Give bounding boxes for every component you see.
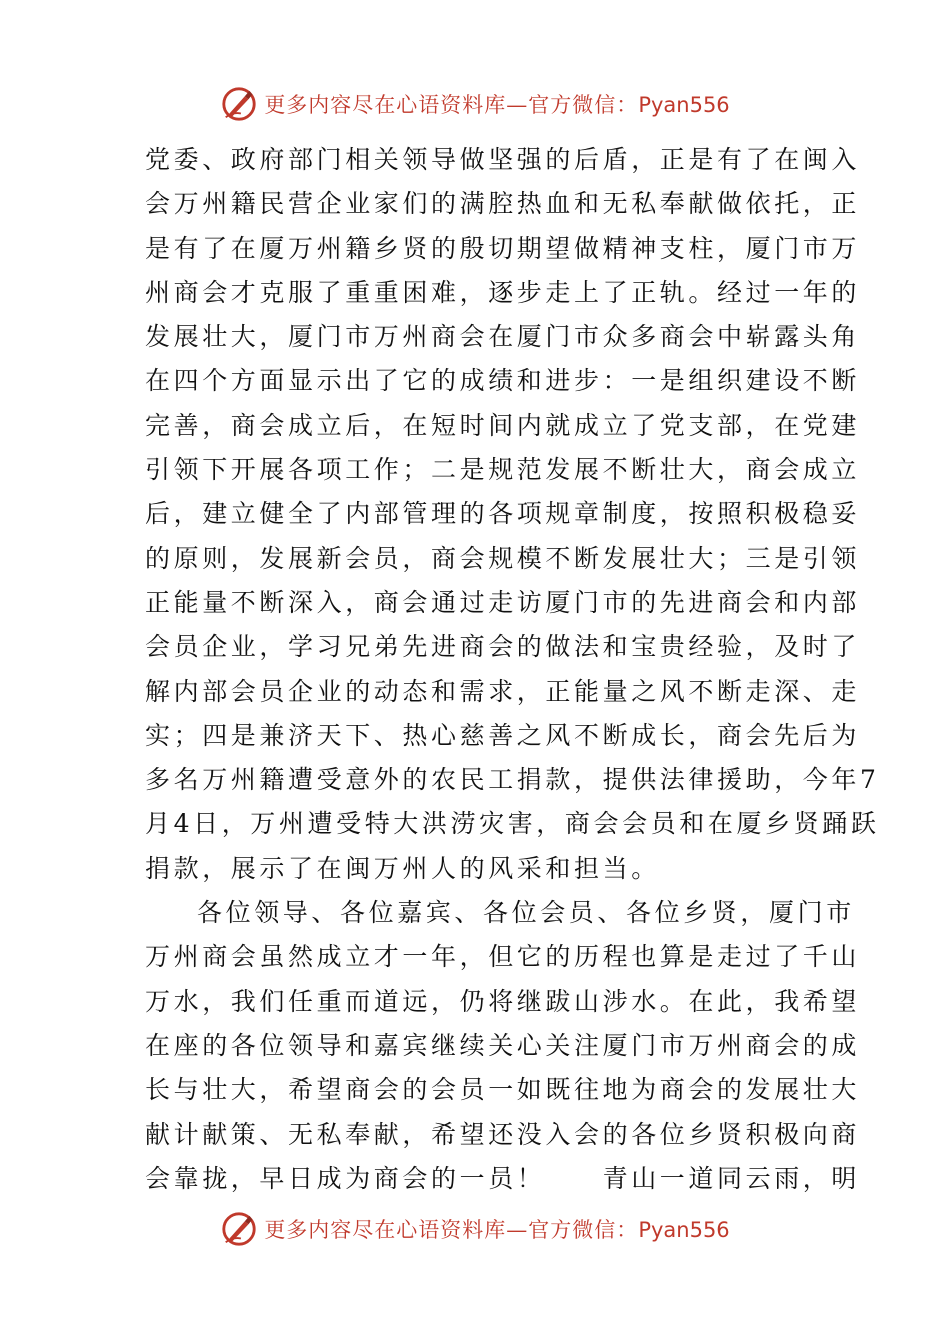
body-line: 发展壮大，厦门市万州商会在厦门市众多商会中崭露头角 — [145, 322, 861, 352]
watermark-text: 更多内容尽在心语资料库—官方微信：Pyan556 — [264, 1218, 730, 1242]
body-line: 党委、政府部门相关领导做坚强的后盾，正是有了在闽入 — [145, 145, 861, 174]
watermark-text: 更多内容尽在心语资料库—官方微信：Pyan556 — [264, 93, 730, 117]
body-line: 长与壮大，希望商会的会员一如既往地为商会的发展壮大 — [145, 1075, 861, 1105]
pen-logo-icon — [220, 1210, 258, 1248]
body-line: 的原则，发展新会员，商会规模不断发展壮大；三是引领 — [145, 543, 861, 573]
pen-logo-icon — [220, 85, 258, 123]
body-line: 后，建立健全了内部管理的各项规章制度，按照积极稳妥 — [145, 499, 861, 529]
body-line: 捐款，展示了在闽万州人的风采和担当。 — [145, 853, 660, 883]
body-line: 月4日，万州遭受特大洪涝灾害，商会会员和在厦乡贤踊跃 — [145, 809, 880, 839]
header-watermark — [0, 84, 950, 124]
body-line: 引领下开展各项工作；二是规范发展不断壮大，商会成立 — [145, 455, 861, 485]
body-line: 正能量不断深入，商会通过走访厦门市的先进商会和内部 — [145, 587, 861, 617]
body-line: 州商会才克服了重重困难，逐步走上了正轨。经过一年的 — [145, 277, 861, 307]
document-body — [145, 138, 880, 1201]
body-line: 在四个方面显示出了它的成绩和进步：一是组织建设不断 — [145, 366, 861, 396]
paragraph-start-line: 各位领导、各位嘉宾、各位会员、各位乡贤，厦门市 — [197, 898, 855, 928]
body-line: 是有了在厦万州籍乡贤的殷切期望做精神支柱，厦门市万 — [145, 233, 861, 263]
footer-watermark — [0, 1209, 950, 1249]
body-line: 万州商会虽然成立才一年，但它的历程也算是走过了千山 — [145, 942, 861, 972]
body-line: 会靠拢，早日成为商会的一员！ 青山一道同云雨，明 — [145, 1163, 861, 1193]
body-line: 献计献策、无私奉献，希望还没入会的各位乡贤积极向商 — [145, 1119, 861, 1149]
body-line: 解内部会员企业的动态和需求，正能量之风不断走深、走 — [145, 676, 861, 706]
body-line: 在座的各位领导和嘉宾继续关心关注厦门市万州商会的成 — [145, 1030, 861, 1060]
body-line: 万水，我们任重而道远，仍将继跋山涉水。在此，我希望 — [145, 986, 861, 1016]
body-line: 实；四是兼济天下、热心慈善之风不断成长，商会先后为 — [145, 720, 861, 750]
body-line: 多名万州籍遭受意外的农民工捐款，提供法律援助，今年7 — [145, 765, 880, 795]
body-line: 会万州籍民营企业家们的满腔热血和无私奉献做依托，正 — [145, 189, 861, 219]
body-line: 完善，商会成立后，在短时间内就成立了党支部，在党建 — [145, 410, 861, 440]
body-line: 会员企业，学习兄弟先进商会的做法和宝贵经验，及时了 — [145, 632, 861, 662]
